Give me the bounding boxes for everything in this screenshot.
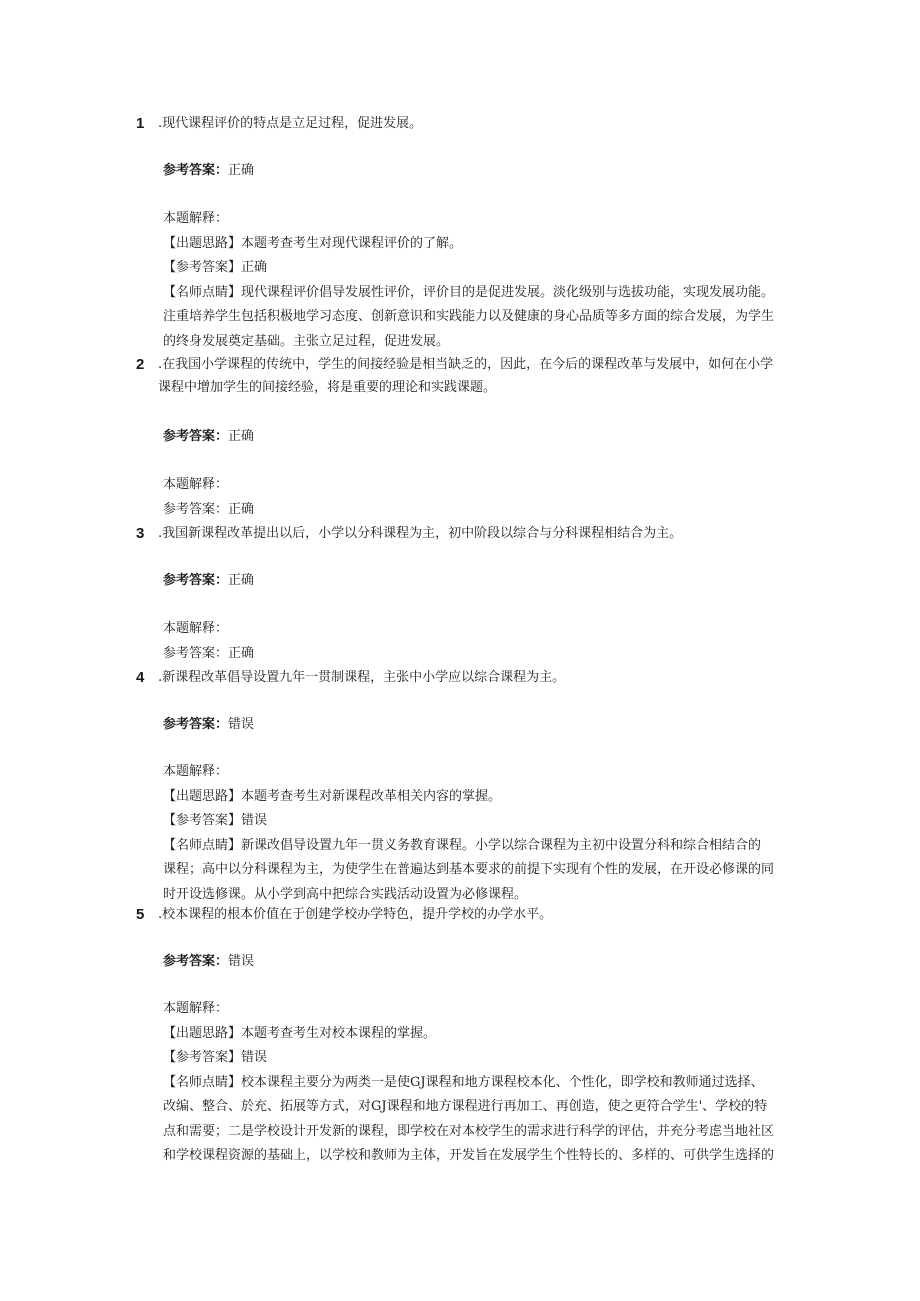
explanation-title: 本题解释： — [163, 1001, 229, 1016]
explanation-line: 时开设选修课。从小学到高中把综合实践活动设置为必修课程。 — [163, 886, 528, 902]
answer-1 — [163, 159, 803, 184]
explanation-line: 注重培养学生包括积极地学习态度、创新意识和实践能力以及健康的身心品质等多方面的综合发展，为学生 — [163, 309, 775, 324]
explanation-line: 【参考答案】错误 — [163, 1050, 268, 1065]
explanation-line: 【出题思路】本题考查考生对现代课程评价的了解。 — [163, 235, 463, 251]
question-number: 2 — [136, 356, 145, 373]
question-1 — [136, 112, 796, 135]
question-number: 1 — [136, 115, 145, 132]
explanation-line: 参考答案：正确 — [163, 645, 255, 661]
question-text: .现代课程评价的特点是立足过程，促进发展。 — [158, 116, 423, 131]
answer-value: 错误 — [228, 717, 255, 732]
explanation-line: 改编、整合、於充、拓展等方式，对GJ课程和地方课程进行再加工、再创造，使之更符合学生'、学校的特 — [163, 1099, 768, 1114]
answer-label: 参考答案： — [163, 429, 229, 444]
explanation-line: 【参考答案】正确 — [163, 260, 268, 275]
question-3 — [136, 522, 796, 545]
answer-value: 正确 — [228, 163, 255, 178]
question-text-line: 课程中增加学生的间接经验，将是重要的理论和实践课题。 — [158, 380, 497, 395]
explanation-line: 课程；高中以分科课程为主，为使学生在普遍达到基本要求的前提下实现有个性的发展，在开设必修课的同 — [163, 862, 775, 877]
question-number: 5 — [136, 906, 145, 923]
answer-4 — [163, 713, 803, 738]
answer-value: 正确 — [228, 573, 255, 588]
explanation-2 — [163, 473, 803, 522]
explanation-3 — [163, 617, 803, 666]
explanation-1 — [163, 207, 803, 354]
explanation-title: 本题解释： — [163, 477, 229, 492]
question-text-line: .在我国小学课程的传统中，学生的间接经验是相当缺乏的，因此，在今后的课程改革与发展中，如何在小学 — [158, 357, 774, 372]
question-5 — [136, 903, 796, 926]
explanation-title: 本题解释： — [163, 621, 229, 636]
explanation-line: 【名师点睛】校本课程主要分为两类一是使GJ课程和地方课程校本化、个性化，即学校和教师通过选择、 — [163, 1074, 764, 1090]
answer-label: 参考答案： — [163, 573, 229, 588]
answer-label: 参考答案： — [163, 163, 229, 178]
explanation-4 — [163, 760, 803, 907]
explanation-title: 本题解释： — [163, 764, 229, 779]
answer-value: 错误 — [228, 954, 255, 969]
explanation-line: 和学校课程资源的基础上，以学校和教师为主体，开发旨在发展学生个性特长的、多样的、可供学生选择的 — [163, 1148, 775, 1163]
explanation-line: 【名师点睛】现代课程评价倡导发展性评价，评价目的是促进发展。淡化级别与选拔功能，实现发展功能。 — [163, 284, 775, 300]
explanation-line: 点和需要；二是学校设计开发新的课程，即学校在对本校学生的需求进行科学的评估，并充分考虑当地社区 — [163, 1123, 775, 1139]
answer-value: 正确 — [228, 429, 255, 444]
explanation-5 — [163, 997, 803, 1169]
answer-2 — [163, 425, 803, 450]
explanation-line: 【参考答案】错误 — [163, 813, 268, 828]
answer-5 — [163, 950, 803, 975]
question-4 — [136, 666, 796, 689]
explanation-line: 参考答案：正确 — [163, 501, 255, 517]
answer-label: 参考答案： — [163, 954, 229, 969]
explanation-line: 【出题思路】本题考查考生对新课程改革相关内容的掌握。 — [163, 788, 502, 804]
answer-label: 参考答案： — [163, 717, 229, 732]
question-text: .校本课程的根本价值在于创建学校办学特色，提升学校的办学水平。 — [158, 907, 553, 922]
explanation-line: 的终身发展奠定基础。主张立足过程，促进发展。 — [163, 333, 450, 349]
question-text: .我国新课程改革提出以后，小学以分科课程为主，初中阶段以综合与分科课程相结合为主。 — [158, 526, 683, 541]
question-number: 4 — [136, 669, 145, 686]
question-number: 3 — [136, 525, 145, 542]
question-text: .新课程改革倡导设置九年一贯制课程，主张中小学应以综合课程为主。 — [158, 670, 566, 685]
question-2 — [136, 353, 796, 399]
answer-3 — [163, 569, 803, 594]
explanation-line: 【名师点睛】新课改倡导设置九年一贯义务教育课程。小学以综合课程为主初中设置分科和综合相结合的 — [163, 837, 762, 853]
explanation-line: 【出题思路】本题考查考生对校本课程的掌握。 — [163, 1025, 437, 1041]
explanation-title: 本题解释： — [163, 211, 229, 226]
